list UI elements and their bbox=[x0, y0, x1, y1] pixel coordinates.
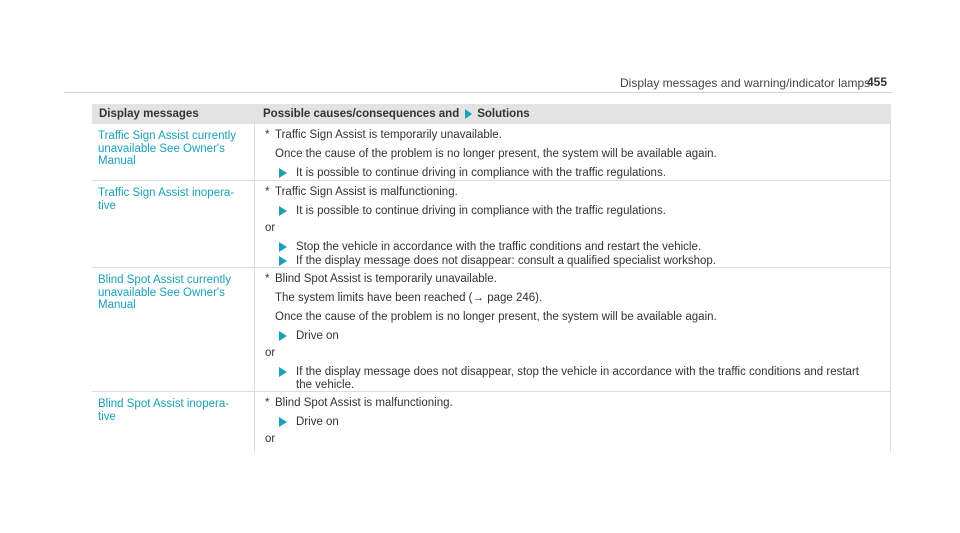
solution-step bbox=[265, 241, 890, 254]
causes-cell bbox=[255, 392, 891, 452]
causes-cell bbox=[255, 268, 891, 391]
action-arrow-icon bbox=[279, 367, 287, 377]
or-separator: or bbox=[265, 222, 276, 234]
display-message-cell bbox=[92, 181, 255, 267]
cause-label: Traffic Sign Assist is temporarily unavailable. bbox=[275, 129, 502, 141]
display-messages-table bbox=[92, 104, 891, 452]
cause-text bbox=[265, 397, 890, 410]
display-message-cell bbox=[92, 124, 255, 180]
column-header-display-messages: Display messages bbox=[99, 108, 199, 120]
cause-text bbox=[265, 273, 890, 286]
asterisk-marker: * bbox=[265, 186, 270, 198]
solution-text: Drive on bbox=[296, 330, 339, 342]
solution-text-line: If the display message does not disappear, stop the vehicle in accordance with the traffic conditions and restart bbox=[296, 366, 859, 378]
column-header-causes bbox=[255, 108, 891, 120]
cause-label: Blind Spot Assist is malfunctioning. bbox=[275, 397, 453, 409]
display-message-cell bbox=[92, 392, 255, 452]
asterisk-marker: * bbox=[265, 273, 270, 285]
solution-text: Drive on bbox=[296, 416, 339, 428]
action-arrow-icon bbox=[279, 206, 287, 216]
display-message-line: unavailable See Owner's bbox=[98, 142, 225, 155]
display-message-cell bbox=[92, 268, 255, 391]
info-text: Once the cause of the problem is no longer present, the system will be available again. bbox=[275, 311, 717, 323]
or-separator: or bbox=[265, 347, 276, 359]
header-divider bbox=[64, 92, 892, 93]
solution-text: Stop the vehicle in accordance with the traffic conditions and restart the vehicle. bbox=[296, 241, 702, 253]
display-message-line: unavailable See Owner's bbox=[98, 286, 225, 299]
column-header-solutions-label: Solutions bbox=[477, 108, 530, 120]
solution-step bbox=[265, 416, 890, 429]
cause-text bbox=[265, 186, 890, 199]
cause-label: Blind Spot Assist is temporarily unavailable. bbox=[275, 273, 497, 285]
solution-text: It is possible to continue driving in compliance with the traffic regulations. bbox=[296, 205, 666, 217]
action-arrow-icon bbox=[279, 242, 287, 252]
action-arrow-icon bbox=[279, 331, 287, 341]
solution-step bbox=[265, 205, 890, 218]
causes-cell bbox=[255, 181, 891, 267]
display-message-line: Manual bbox=[98, 299, 136, 311]
info-text: The system limits have been reached (→ page 246). bbox=[275, 292, 543, 304]
column-header-causes-label: Possible causes/consequences and bbox=[263, 108, 460, 120]
table-header bbox=[92, 104, 891, 124]
solution-step bbox=[265, 255, 890, 268]
table-row bbox=[92, 392, 891, 452]
display-message-line: Traffic Sign Assist inopera- bbox=[98, 187, 235, 199]
solution-text-line: the vehicle. bbox=[296, 379, 355, 391]
display-message-line: Traffic Sign Assist currently bbox=[98, 130, 237, 142]
cause-text bbox=[265, 129, 890, 142]
info-text: Once the cause of the problem is no longer present, the system will be available again. bbox=[275, 148, 717, 160]
display-message-line: tive bbox=[98, 410, 116, 423]
action-arrow-icon bbox=[279, 417, 287, 427]
solution-step bbox=[265, 366, 890, 392]
table-row bbox=[92, 268, 891, 392]
solution-arrow-icon bbox=[465, 109, 472, 119]
display-message-line: Blind Spot Assist currently bbox=[98, 274, 231, 286]
solution-step bbox=[265, 167, 890, 180]
action-arrow-icon bbox=[279, 168, 287, 178]
solution-text: It is possible to continue driving in compliance with the traffic regulations. bbox=[296, 167, 666, 179]
or-separator: or bbox=[265, 433, 276, 445]
display-message-line: Blind Spot Assist inopera- bbox=[98, 398, 230, 410]
page-number: 455 bbox=[867, 75, 888, 89]
solution-text: If the display message does not disappear: consult a qualified specialist workshop. bbox=[296, 255, 716, 267]
solution-step bbox=[265, 330, 890, 343]
causes-cell bbox=[255, 124, 891, 180]
display-message-line: tive bbox=[98, 199, 116, 212]
action-arrow-icon bbox=[279, 256, 287, 266]
asterisk-marker: * bbox=[265, 129, 270, 141]
table-row bbox=[92, 181, 891, 268]
solution-text bbox=[296, 366, 890, 392]
cause-label: Traffic Sign Assist is malfunctioning. bbox=[275, 186, 458, 198]
asterisk-marker: * bbox=[265, 397, 270, 409]
page-header-title: Display messages and warning/indicator lamps bbox=[620, 76, 871, 90]
table-row bbox=[92, 124, 891, 181]
display-message-line: Manual bbox=[98, 155, 136, 167]
